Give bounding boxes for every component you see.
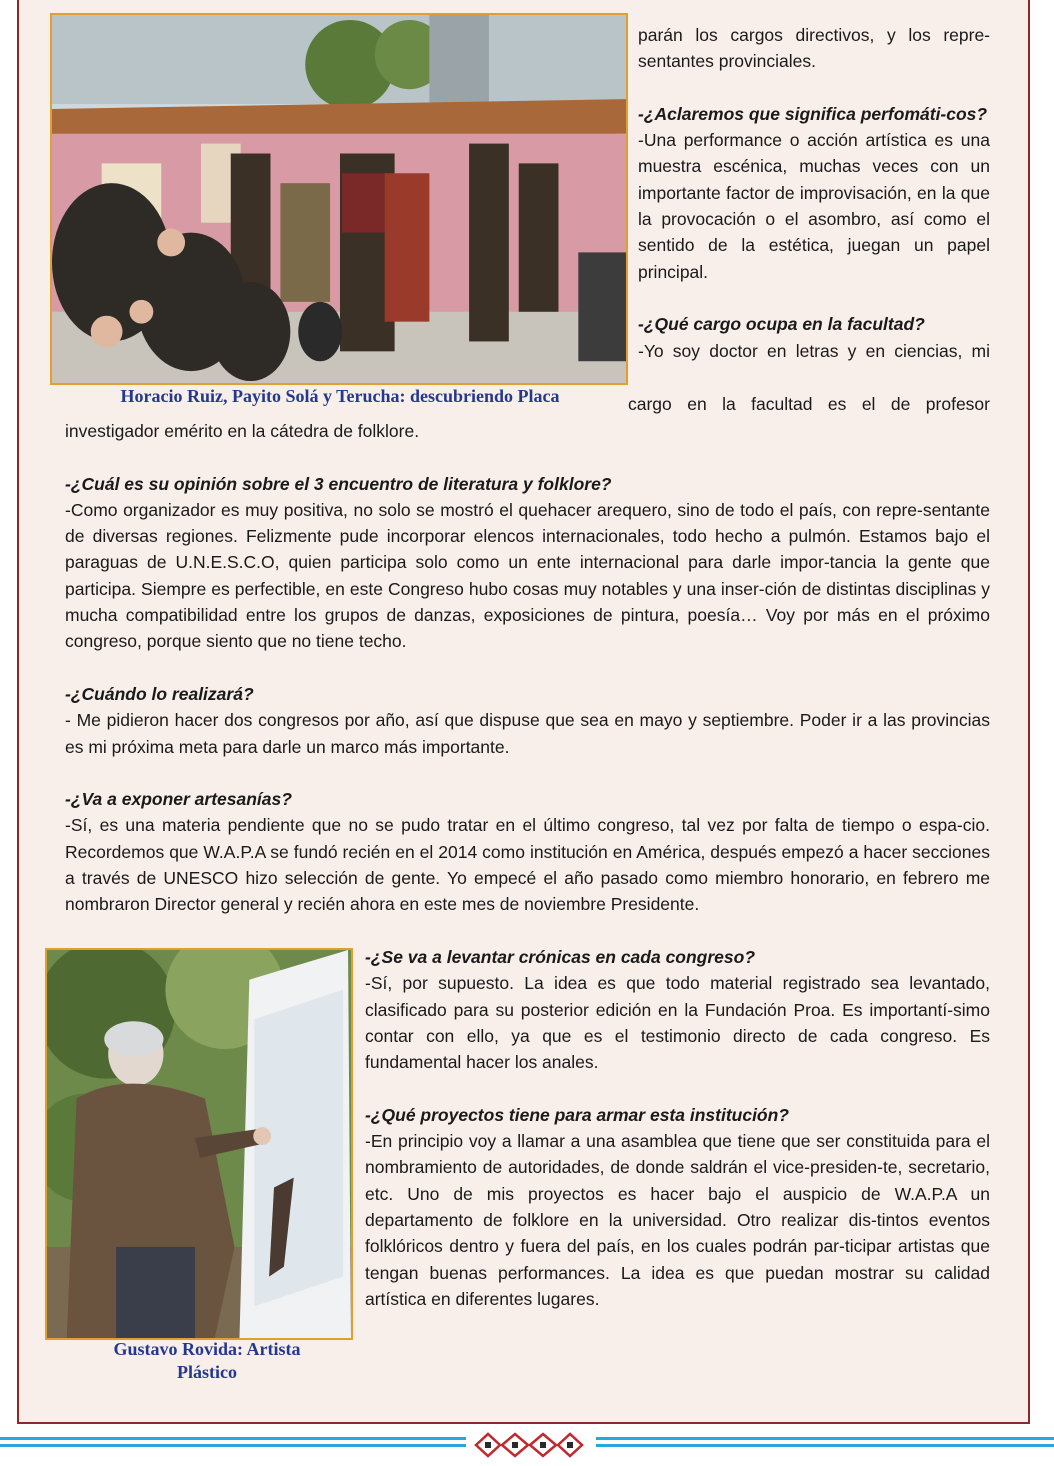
answer-position-line3: investigador emérito en la cátedra de folklore. xyxy=(65,421,420,441)
answer-position-line1: -Yo soy doctor en letras y en ciencias, mi xyxy=(638,340,990,361)
full-width-section xyxy=(65,418,990,918)
column-top-right xyxy=(638,22,990,364)
question-when: -¿Cuándo lo realizará? xyxy=(65,683,254,704)
question-position: -¿Qué cargo ocupa en la facultad? xyxy=(638,314,925,335)
question-projects: -¿Qué proyectos tiene para armar esta institución? xyxy=(365,1104,789,1125)
caption-line1: Gustavo Rovida: Artista xyxy=(113,1339,301,1359)
photo-plaque-unveiling xyxy=(50,13,628,385)
question-chronicles: -¿Se va a levantar crónicas en cada congreso? xyxy=(365,947,756,967)
answer-projects: -En principio voy a llamar a una asamblea que tiene que ser constituida para el nombramiento de autoridades, de donde saldrán el vice-presiden-te, secretario, etc. Uno de mis proyectos es hacer bajo el auspicio de W.A.P.A un departamento de folklore en la universidad. Otro realizar dis-tintos eventos folklóricos dentro y fuera del país, en los cuales podrán par-ticipar artistas que tengan buenas performances. La idea es que puedan mostrar su calidad artística en diferentes lugares. xyxy=(365,1131,990,1309)
plaque-unveiling-image xyxy=(52,15,626,383)
answer-crafts: -Sí, es una materia pendiente que no se pudo tratar en el último congreso, tal vez por falta de tiempo o espa-cio. Recordemos que W.A.P.A se fundó recién en el 2014 como institución en América, después empezó a hacer secciones a través de UNESCO hizo selección de gente. Yo empecé el año pasado como miembro honorario, en febrero me nombraron Director general y recién ahora en este mes de noviembre Presidente. xyxy=(65,815,990,915)
painter-image xyxy=(47,950,351,1338)
question-opinion: -¿Cuál es su opinión sobre el 3 encuentro de literatura y folklore? xyxy=(65,473,612,494)
question-performance: -¿Aclaremos que significa perfomáti-cos? xyxy=(638,103,988,124)
footer-lines-right xyxy=(596,1437,1054,1453)
answer-chronicles: -Sí, por supuesto. La idea es que todo material registrado sea levantado, clasificado para su posterior edición en la Fundación Proa. Es importantí-simo contar con ello, ya que es el testimonio directo de cada congreso. Es fundamental hacer los anales. xyxy=(365,973,990,1073)
paragraph-intro: parán los cargos directivos, y los repre-sentantes provinciales. xyxy=(638,25,990,72)
answer-performance: -Una performance o acción artística es una muestra escénica, muchas veces con un importante factor de improvisación, en la que la provocación o el asombro, así como el sentido de la estética, juegan un papel principal. xyxy=(638,130,990,282)
photo-caption-bottom xyxy=(45,1338,369,1384)
answer-position-line2: cargo en la facultad es el de profesor xyxy=(628,394,990,414)
andean-ornament-icon xyxy=(474,1431,584,1459)
caption-line2: Plástico xyxy=(177,1362,237,1382)
column-bottom-right xyxy=(365,944,990,1312)
answer-opinion: -Como organizador es muy positiva, no solo se mostró el quehacer arequero, sino de todo el país, con repre-sentante de diversas regiones. Felizmente pude incorporar elencos internacionales, todo hecho a pulmón. Estamos bajo el paraguas de U.N.E.S.C.O, quien participa solo como un ente internacional para darle impor-tancia la gente que participa. Siempre es perfectible, en este Congreso hubo cosas muy notables y una inser-ción de distintas disciplinas y mucha compatibilidad entre los grupos de danzas, exposiciones de pintura, poesía… Voy por más en el próximo congreso, porque siento que no tiene techo. xyxy=(65,499,990,652)
question-crafts: -¿Va a exponer artesanías? xyxy=(65,789,292,810)
answer-position-line2-wrap xyxy=(628,391,990,417)
photo-caption-top xyxy=(40,385,640,408)
answer-when: - Me pidieron hacer dos congresos por año, así que dispuse que sea en mayo y septiembre. Poder ir a las provincias es mi próxima meta para darle un marco más importante. xyxy=(65,710,990,757)
footer-lines-left xyxy=(0,1437,466,1453)
caption-text: Horacio Ruiz, Payito Solá y Terucha: descubriendo Placa xyxy=(120,386,560,406)
photo-painter xyxy=(45,948,353,1340)
